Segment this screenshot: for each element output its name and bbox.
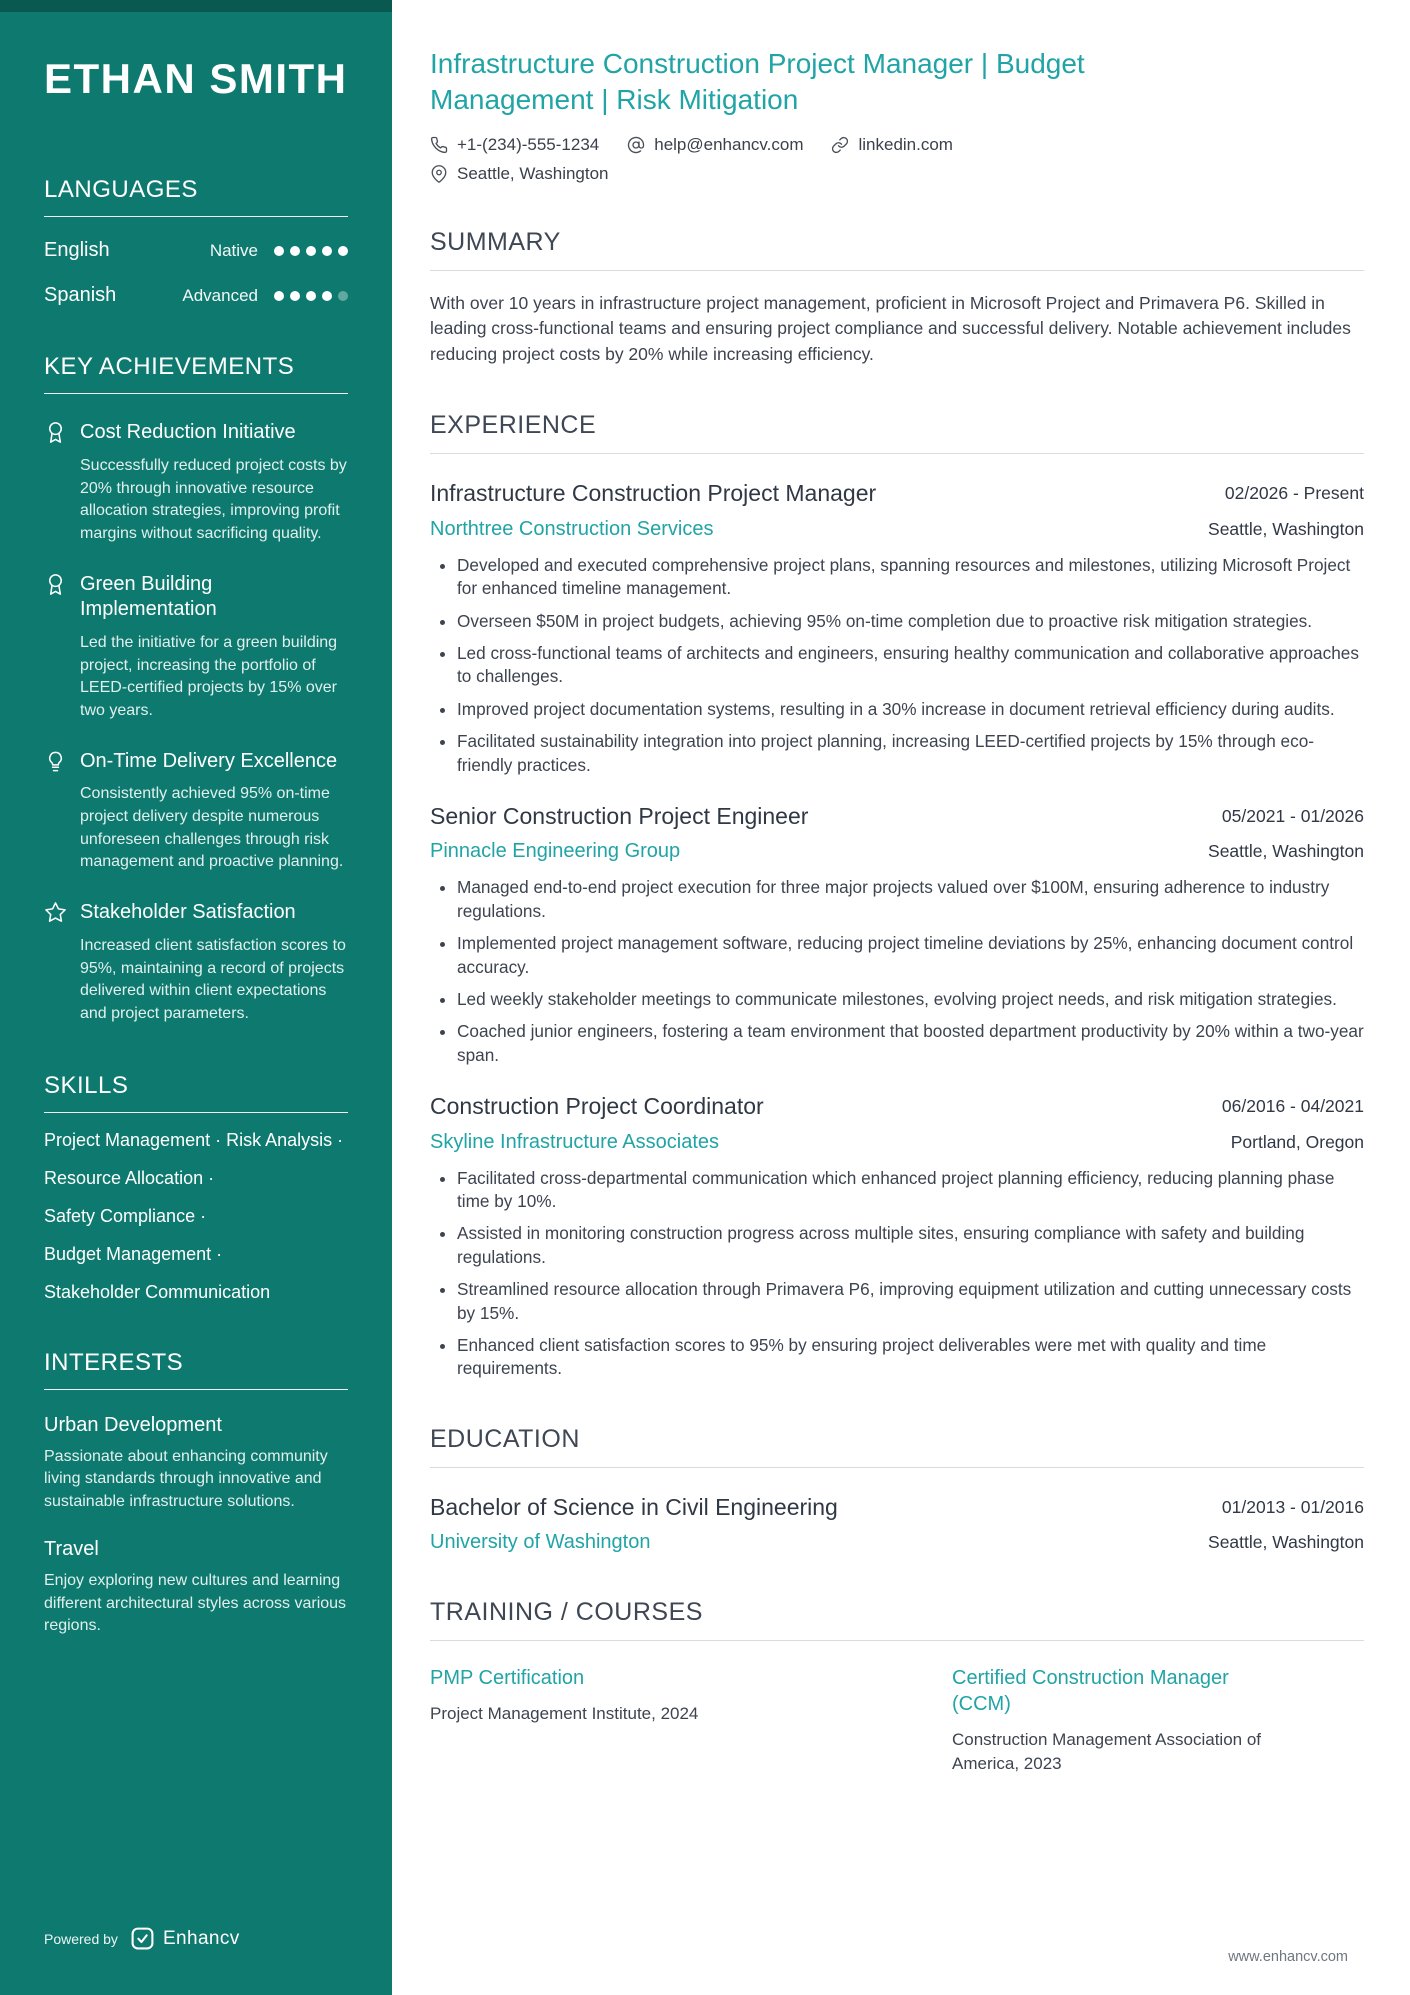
email-address: help@enhancv.com bbox=[654, 134, 804, 154]
job-header bbox=[430, 802, 1364, 831]
skill-item: Stakeholder Communication bbox=[44, 1281, 271, 1302]
achievement-title: Green Building Implementation bbox=[80, 572, 217, 621]
interests-section bbox=[44, 1349, 348, 1638]
education-subheader bbox=[430, 1531, 1364, 1554]
linkedin-link[interactable] bbox=[831, 135, 953, 155]
at-sign-icon bbox=[627, 136, 645, 154]
phone-number: +1-(234)-555-1234 bbox=[457, 134, 600, 154]
skills-heading: SKILLS bbox=[44, 1072, 348, 1113]
job-bullet: • Led weekly stakeholder meetings to communicate milestones, evolving project needs, and risk mitigation strategies. bbox=[457, 988, 1364, 1011]
training-section bbox=[430, 1598, 1364, 1775]
education-section bbox=[430, 1425, 1364, 1554]
language-row bbox=[44, 284, 348, 307]
job-bullet: • Facilitated sustainability integration into project planning, increasing LEED-certified projects by 15% through eco-friendly practices. bbox=[457, 730, 1364, 777]
interest-title: Urban Development bbox=[44, 1413, 222, 1436]
training-grid bbox=[430, 1665, 1364, 1775]
interest-item bbox=[44, 1414, 348, 1514]
interest-text: Passionate about enhancing community living standards through innovative and sustainable infrastructure solutions. bbox=[44, 1447, 328, 1511]
proficiency-dot bbox=[322, 291, 332, 301]
proficiency-dot bbox=[338, 246, 348, 256]
enhancv-brand-name: Enhancv bbox=[162, 1927, 240, 1949]
candidate-name: ETHAN SMITH bbox=[44, 55, 348, 102]
achievement-text: Successfully reduced project costs by 20% through innovative resource allocation strategies, improving profit margins without sacrificing quality. bbox=[80, 456, 347, 542]
language-row bbox=[44, 239, 348, 262]
achievement-text: Consistently achieved 95% on-time project delivery despite numerous unforeseen challenges through risk management and proactive planning. bbox=[80, 785, 344, 871]
course-title: Certified Construction Manager (CCM) bbox=[952, 1667, 1229, 1716]
interest-text: Enjoy exploring new cultures and learning different architectural styles across various regions. bbox=[44, 1571, 347, 1635]
job-bullet: • Facilitated cross-departmental communication which enhanced project planning efficiency, reducing planning phase time by 10%. bbox=[457, 1167, 1364, 1214]
education-dates: 01/2013 - 01/2016 bbox=[1221, 1496, 1364, 1517]
job-dates: 06/2016 - 04/2021 bbox=[1221, 1096, 1364, 1117]
experience-entry bbox=[430, 802, 1364, 1067]
proficiency-dot bbox=[290, 246, 300, 256]
powered-by-label: Powered by bbox=[44, 1930, 118, 1947]
course-item bbox=[430, 1665, 842, 1775]
contact-row bbox=[430, 135, 1364, 155]
sidebar-footer bbox=[44, 1926, 348, 1951]
job-bullet: • Overseen $50M in project budgets, achieving 95% on-time completion due to proactive risk mitigation strategies. bbox=[457, 610, 1364, 633]
language-name: Spanish bbox=[44, 284, 117, 307]
job-location: Portland, Oregon bbox=[1230, 1131, 1364, 1152]
medal-icon bbox=[44, 573, 67, 723]
linkedin-url: linkedin.com bbox=[858, 134, 953, 154]
lightbulb-icon bbox=[44, 750, 67, 874]
achievement-content bbox=[80, 572, 348, 723]
proficiency-dot bbox=[322, 246, 332, 256]
experience-entry bbox=[430, 1092, 1364, 1381]
company-name: Pinnacle Engineering Group bbox=[430, 840, 681, 863]
email-link[interactable] bbox=[627, 135, 803, 155]
achievement-content bbox=[80, 900, 348, 1025]
job-header bbox=[430, 1092, 1364, 1121]
achievement-text: Led the initiative for a green building project, increasing the portfolio of LEED-certified projects by 15% over two years. bbox=[80, 633, 338, 719]
job-subheader bbox=[430, 1131, 1364, 1154]
experience-heading: EXPERIENCE bbox=[430, 411, 1364, 454]
job-bullet: • Improved project documentation systems, resulting in a 30% increase in document retrieval efficiency during audits. bbox=[457, 698, 1364, 721]
sidebar-top-strip bbox=[0, 0, 392, 12]
phone-icon bbox=[430, 136, 448, 154]
phone-link[interactable] bbox=[430, 135, 599, 155]
school-name: University of Washington bbox=[430, 1531, 651, 1554]
proficiency-dot bbox=[338, 291, 348, 301]
achievement-title: Stakeholder Satisfaction bbox=[80, 901, 296, 924]
key-achievements-section bbox=[44, 353, 348, 1025]
achievement-item bbox=[44, 420, 348, 545]
achievement-text: Increased client satisfaction scores to 95%, maintaining a record of projects delivered within client expectations and project parameters. bbox=[80, 936, 346, 1022]
job-location: Seattle, Washington bbox=[1208, 841, 1364, 862]
language-level: Native bbox=[209, 240, 258, 260]
job-location: Seattle, Washington bbox=[1208, 518, 1364, 539]
achievement-content bbox=[80, 749, 348, 874]
medal-icon bbox=[44, 421, 67, 545]
summary-text: With over 10 years in infrastructure project management, proficient in Microsoft Project and Primavera P6. Skilled in leading cross-functional teams and ensuring project compliance and successful delivery. Notable achievement includes reducing project costs by 20% while increasing efficiency. bbox=[430, 292, 1351, 364]
job-dates: 05/2021 - 01/2026 bbox=[1221, 805, 1364, 826]
key-achievements-heading: KEY ACHIEVEMENTS bbox=[44, 353, 348, 394]
job-bullet: • Led cross-functional teams of architects and engineers, ensuring healthy communication and collaborative approaches to challenges. bbox=[457, 642, 1364, 689]
interest-item bbox=[44, 1538, 348, 1638]
interests-heading: INTERESTS bbox=[44, 1349, 348, 1390]
job-bullet: • Streamlined resource allocation through Primavera P6, improving equipment utilization and cutting unnecessary costs by 15%. bbox=[457, 1278, 1364, 1325]
interest-title: Travel bbox=[44, 1537, 99, 1560]
proficiency-dot bbox=[306, 291, 316, 301]
achievement-item bbox=[44, 572, 348, 723]
contact-row bbox=[430, 164, 1364, 184]
language-proficiency-dots bbox=[274, 246, 348, 256]
star-icon bbox=[44, 901, 67, 1025]
main-content bbox=[392, 0, 1410, 1995]
languages-heading: LANGUAGES bbox=[44, 176, 348, 217]
training-heading: TRAINING / COURSES bbox=[430, 1598, 1364, 1641]
achievement-item bbox=[44, 749, 348, 874]
enhancv-logo-icon bbox=[130, 1926, 155, 1951]
sidebar bbox=[0, 0, 392, 1995]
education-header bbox=[430, 1493, 1364, 1522]
job-bullet: • Managed end-to-end project execution for three major projects valued over $100M, ensuring adherence to industry regulations. bbox=[457, 876, 1364, 923]
course-organization: Construction Management Association of America, 2023 bbox=[952, 1730, 1262, 1773]
enhancv-logo[interactable] bbox=[130, 1926, 240, 1951]
job-bullet: • Assisted in monitoring construction progress across multiple sites, ensuring compliance with safety and building regulations. bbox=[457, 1222, 1364, 1269]
job-title: Senior Construction Project Engineer bbox=[430, 802, 809, 829]
job-header bbox=[430, 479, 1364, 508]
proficiency-dot bbox=[306, 246, 316, 256]
achievement-content bbox=[80, 420, 348, 545]
job-bullet-list bbox=[430, 876, 1364, 1067]
skill-item: Project Management · Risk Analysis · bbox=[44, 1129, 344, 1150]
language-level: Advanced bbox=[182, 285, 258, 305]
course-title: PMP Certification bbox=[430, 1667, 585, 1690]
experience-section bbox=[430, 411, 1364, 1380]
job-dates: 02/2026 - Present bbox=[1224, 483, 1364, 504]
proficiency-dot bbox=[274, 246, 284, 256]
skill-item: Budget Management · bbox=[44, 1243, 223, 1264]
job-bullet: • Coached junior engineers, fostering a team environment that boosted department productivity by 20% within a two-year span. bbox=[457, 1020, 1364, 1067]
job-title: Infrastructure Construction Project Manager bbox=[430, 480, 877, 507]
language-name: English bbox=[44, 239, 110, 262]
proficiency-dot bbox=[274, 291, 284, 301]
skill-item: Resource Allocation · bbox=[44, 1167, 215, 1188]
job-subheader bbox=[430, 840, 1364, 863]
education-location: Seattle, Washington bbox=[1208, 1532, 1364, 1553]
course-organization: Project Management Institute, 2024 bbox=[430, 1704, 699, 1724]
degree-title: Bachelor of Science in Civil Engineering bbox=[430, 1493, 838, 1520]
company-name: Skyline Infrastructure Associates bbox=[430, 1130, 720, 1153]
summary-section bbox=[430, 228, 1364, 368]
proficiency-dot bbox=[290, 291, 300, 301]
job-bullet-list bbox=[430, 554, 1364, 777]
job-bullet-list bbox=[430, 1167, 1364, 1381]
education-entry bbox=[430, 1493, 1364, 1554]
map-pin-icon bbox=[430, 165, 448, 183]
summary-heading: SUMMARY bbox=[430, 228, 1364, 271]
resume-headline: Infrastructure Construction Project Manager | Budget Management | Risk Mitigation bbox=[430, 48, 1085, 116]
languages-section bbox=[44, 176, 348, 307]
skill-item: Safety Compliance · bbox=[44, 1205, 207, 1226]
education-heading: EDUCATION bbox=[430, 1425, 1364, 1468]
enhancv-website-link[interactable]: www.enhancv.com bbox=[1228, 1949, 1348, 1965]
job-bullet: • Implemented project management software, reducing project timeline deviations by 25%, enhancing document control accuracy. bbox=[457, 932, 1364, 979]
job-title: Construction Project Coordinator bbox=[430, 1093, 764, 1120]
job-subheader bbox=[430, 518, 1364, 541]
achievement-item bbox=[44, 900, 348, 1025]
achievement-title: On-Time Delivery Excellence bbox=[80, 749, 338, 772]
contact-block bbox=[430, 135, 1364, 184]
job-bullet: • Enhanced client satisfaction scores to 95% by ensuring project deliverables were met with quality and time requirements. bbox=[457, 1334, 1364, 1381]
course-item bbox=[952, 1665, 1364, 1775]
achievement-title: Cost Reduction Initiative bbox=[80, 421, 296, 444]
link-icon bbox=[831, 136, 849, 154]
location-text: Seattle, Washington bbox=[457, 163, 609, 183]
language-proficiency-dots bbox=[274, 291, 348, 301]
location-item bbox=[430, 164, 609, 184]
experience-entry bbox=[430, 479, 1364, 777]
skills-section bbox=[44, 1072, 348, 1303]
company-name: Northtree Construction Services bbox=[430, 517, 714, 540]
job-bullet: • Developed and executed comprehensive project plans, spanning resources and milestones, utilizing Microsoft Project for enhanced timeline management. bbox=[457, 554, 1364, 601]
